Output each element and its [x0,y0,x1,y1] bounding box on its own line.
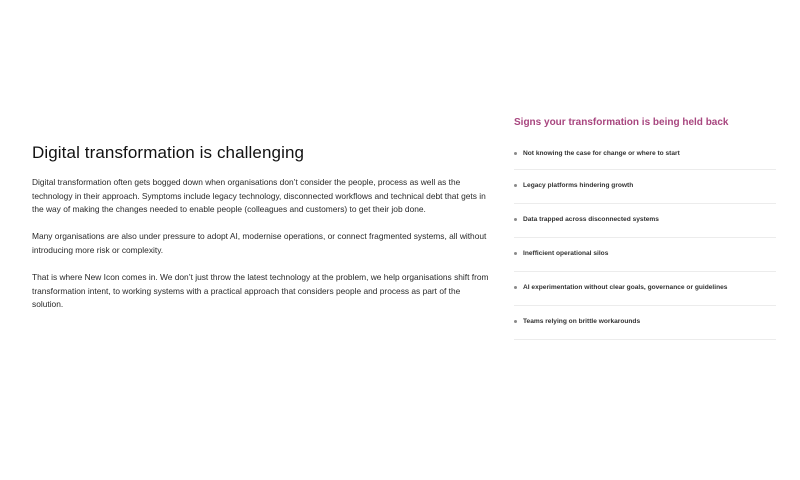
signs-panel [514,117,776,340]
sign-label: Data trapped across disconnected systems [523,216,659,223]
intro-paragraph: Digital transformation often gets bogged down when organisations don’t consider the people, process as well as the technology in their approach. Symptoms include legacy technology, disconnected workflows and technical debt that gets in the way of making the changes needed to enable people (colleagues and customers) to get their job done. [32,177,486,215]
new-icon-paragraph: That is where New Icon comes in. We don’t just throw the latest technology at the problem, we help organisations shift from transformation intent, to working systems with a practical approach that considers people and process as part of the solution. [32,271,489,310]
bullet-dot-icon [514,286,517,289]
list-item [514,272,776,306]
sign-label: Teams relying on brittle workarounds [523,318,641,325]
list-item [514,140,776,170]
bullet-dot-icon [514,152,517,155]
pressure-paragraph: Many organisations are also under pressure to adopt AI, modernise operations, or connect fragmented systems, all without introducing more risk or complexity. [32,231,487,255]
section-heading: Digital transformation is challenging [32,143,305,162]
bullet-dot-icon [514,184,517,187]
sign-label: Not knowing the case for change or where to start [523,150,680,157]
bullet-dot-icon [514,252,517,255]
content-section [32,143,492,325]
sign-label: AI experimentation without clear goals, governance or guidelines [523,284,728,291]
bullet-dot-icon [514,218,517,221]
bullet-dot-icon [514,320,517,323]
signs-list [514,140,776,340]
list-item [514,170,776,204]
list-item [514,238,776,272]
signs-title: Signs your transformation is being held back [514,117,729,128]
sign-label: Legacy platforms hindering growth [523,182,634,189]
list-item [514,306,776,340]
sign-label: Inefficient operational silos [523,250,609,257]
list-item [514,204,776,238]
